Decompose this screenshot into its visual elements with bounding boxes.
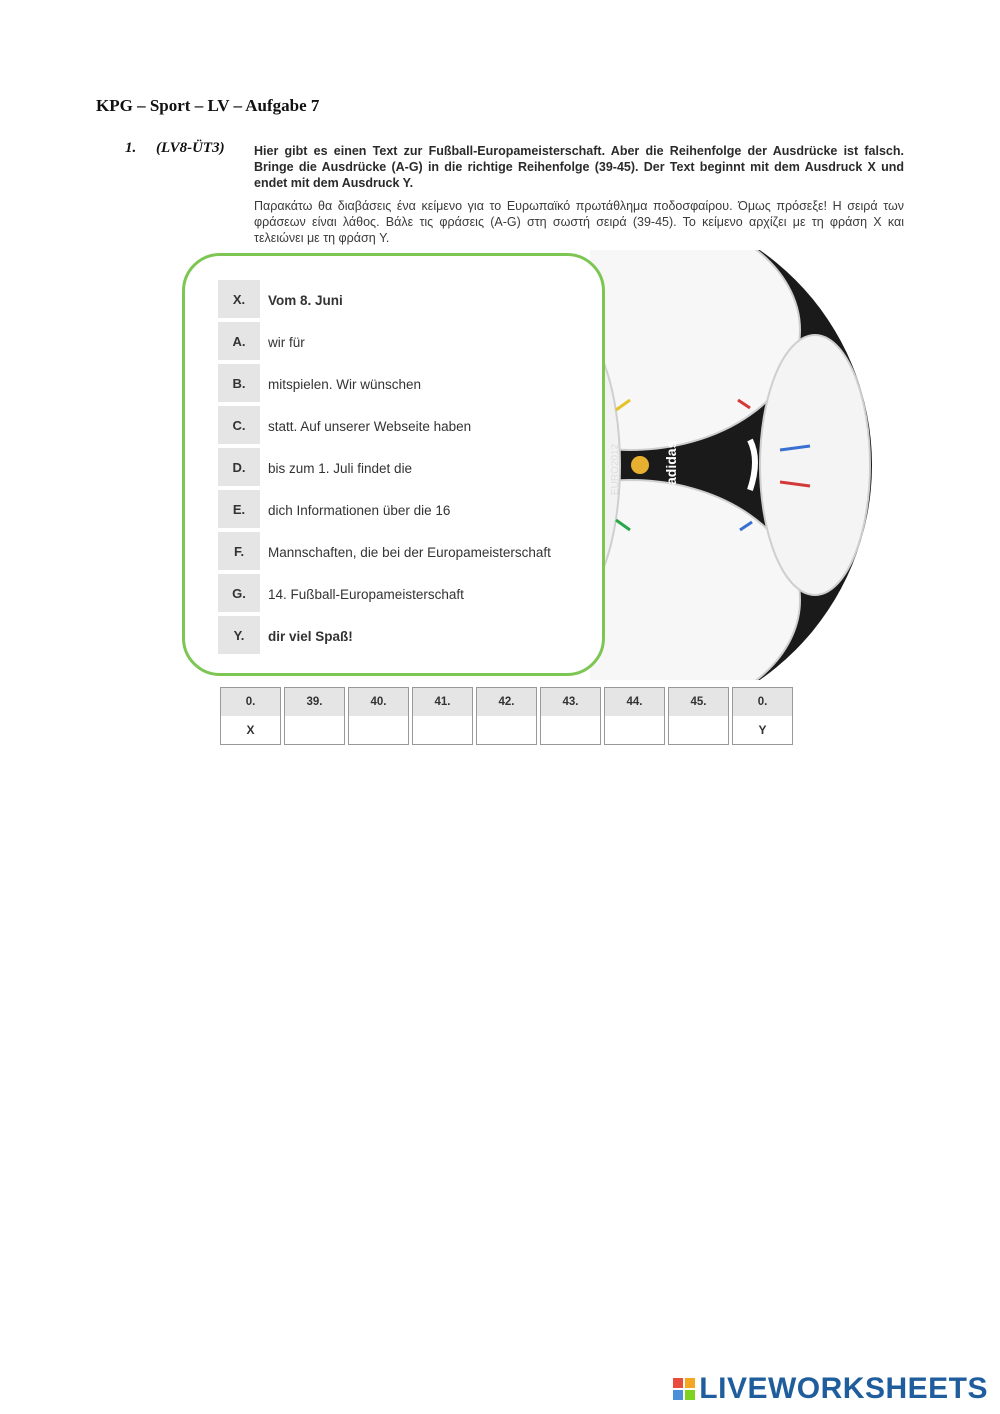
answer-column-header: 0. [732,687,793,716]
phrase-card [182,253,605,676]
ball-logo-text: adidas [663,440,679,485]
answer-input-43[interactable] [540,716,601,745]
phrase-letter: C. [218,406,260,446]
phrase-row-b [218,364,598,404]
answer-column-header: 40. [348,687,409,716]
answer-input-44[interactable] [604,716,665,745]
answer-column-header: 0. [220,687,281,716]
answer-column-header: 45. [668,687,729,716]
phrase-text: Vom 8. Juni [268,292,343,308]
phrase-row-e [218,490,598,530]
phrase-row-y [218,616,598,656]
phrase-text: statt. Auf unserer Webseite haben [268,418,472,434]
answer-column-header: 41. [412,687,473,716]
phrase-letter: F. [218,532,260,572]
answer-column-header: 43. [540,687,601,716]
phrase-letter: Y. [218,616,260,656]
phrase-letter: G. [218,574,260,614]
phrase-letter: A. [218,322,260,362]
phrase-text: Mannschaften, die bei der Europameisterschaft [268,544,551,560]
answer-column-header: 42. [476,687,537,716]
phrase-text: 14. Fußball-Europameisterschaft [268,586,464,602]
answer-column-header: 39. [284,687,345,716]
instruction-german: Hier gibt es einen Text zur Fußball-Europameisterschaft. Aber die Reihenfolge der Ausdrücke ist falsch. Bringe die Ausdrücke (A-G) in die richtige Reihenfolge (39-45). Der Text beginnt mit dem Ausdruck X und endet mit dem Ausdruck Y. [254,144,904,190]
answer-input-45[interactable] [668,716,729,745]
liveworksheets-logo [673,1372,988,1406]
phrase-text: bis zum 1. Juli findet die [268,460,413,476]
answer-cell-fixed: Y [732,716,793,745]
brand-name: LIVEWORKSHEETS [699,1372,988,1405]
phrase-text: wir für [268,334,305,350]
phrase-text: dir viel Spaß! [268,628,353,644]
answer-table-row [220,716,793,745]
phrase-letter: D. [218,448,260,488]
phrase-row-d [218,448,598,488]
phrase-row-a [218,322,598,362]
answer-input-40[interactable] [348,716,409,745]
answer-table-header [220,687,793,716]
phrase-row-g [218,574,598,614]
answer-table [217,687,796,745]
answer-input-39[interactable] [284,716,345,745]
instruction-greek: Παρακάτω θα διαβάσεις ένα κείμενο για το Ευρωπαϊκό πρωτάθλημα ποδοσφαίρου. Όμως πρόσεξε! Η σειρά των φράσεων είναι λάθος. Βάλε τις φράσεις (A-G) στη σωστή σειρά (39-45). Το κείμενο αρχίζει με τη φράση X και τελειώνει με τη φράση Y. [254,199,904,245]
phrase-text: dich Informationen über die 16 [268,502,451,518]
exercise-panel [170,250,875,680]
answer-input-42[interactable] [476,716,537,745]
euro-logo-icon [631,456,649,474]
task-code: (LV8-ÜT3) [156,140,225,156]
answer-input-41[interactable] [412,716,473,745]
phrase-letter: B. [218,364,260,404]
answer-cell-fixed: X [220,716,281,745]
phrase-letter: E. [218,490,260,530]
liveworksheets-mark-icon [673,1378,695,1400]
phrase-letter: X. [218,280,260,320]
task-number: 1. [125,140,137,156]
phrase-row-f [218,532,598,572]
document-title: KPG – Sport – LV – Aufgabe 7 [96,96,320,115]
ball-event-text: EURO2012 [610,443,621,495]
phrase-row-x [218,280,598,320]
answer-column-header: 44. [604,687,665,716]
phrase-text: mitspielen. Wir wünschen [268,376,422,392]
football-image [590,250,875,680]
phrase-row-c [218,406,598,446]
